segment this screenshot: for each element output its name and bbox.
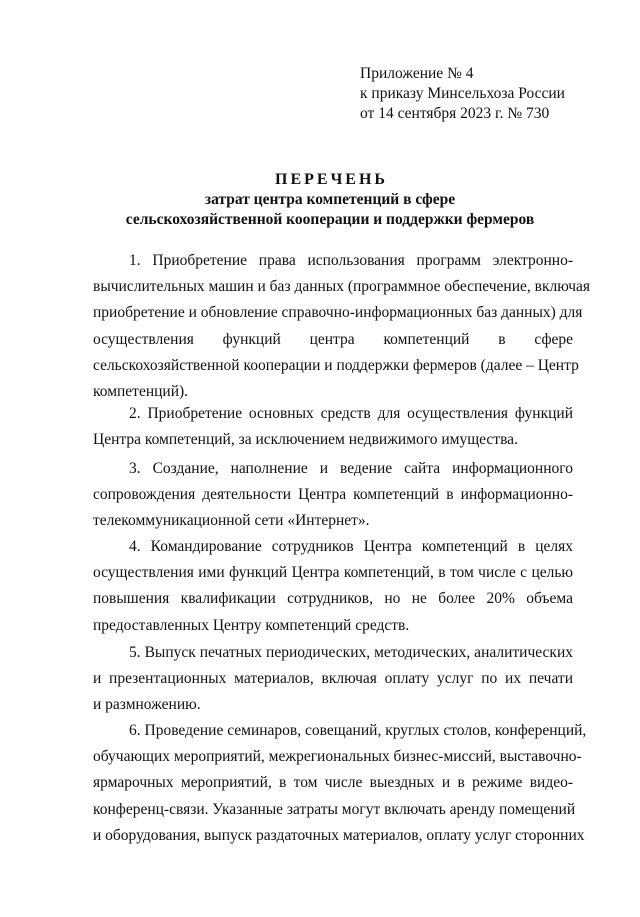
title-main: ПЕРЕЧЕНЬ <box>275 171 388 188</box>
text-line: вычислительных машин и баз данных (программное обеспечение, включая <box>93 278 591 296</box>
title-subtitle-line-1: затрат центра компетенций в сфере <box>204 191 456 208</box>
text-line: компетенций). <box>93 382 189 400</box>
text-line: повышения квалификации сотрудников, но не более 20% объема <box>93 590 573 608</box>
list-item-5 <box>93 640 573 719</box>
appendix-header <box>360 64 565 124</box>
list-item-2 <box>93 401 573 453</box>
text-line: Центра компетенций, за исключением недвижимого имущества. <box>93 431 518 449</box>
text-line: телекоммуникационной сети «Интернет». <box>93 512 370 530</box>
text-line: 4. Командирование сотрудников Центра компетенций в целях <box>129 538 573 555</box>
list-item-4 <box>93 534 573 639</box>
text-line: ярмарочных мероприятий, в том числе выездных и в режиме видео- <box>93 774 573 792</box>
title-subtitle-line-2: сельскохозяйственной кооперации и поддержки фермеров <box>125 211 535 228</box>
list-item-1 <box>93 248 591 405</box>
text-line: обучающих мероприятий, межрегиональных бизнес-миссий, выставочно- <box>93 748 582 766</box>
appendix-number: Приложение № 4 <box>360 65 474 82</box>
text-line: 6. Проведение семинаров, совещаний, круглых столов, конференций, <box>129 722 587 739</box>
text-line: сельскохозяйственной кооперации и поддержки фермеров (далее – Центр <box>93 356 579 374</box>
appendix-order-reference: к приказу Минсельхоза России <box>360 85 565 102</box>
text-line: и оборудования, выпуск раздаточных материалов, оплату услуг сторонних <box>93 826 585 844</box>
text-line: 1. Приобретение права использования программ электронно- <box>129 252 573 269</box>
text-line: предоставленных Центру компетенций средств. <box>93 616 410 634</box>
appendix-order-date: от 14 сентября 2023 г. № 730 <box>360 105 550 122</box>
text-line: 3. Создание, наполнение и ведение сайта информационного <box>129 460 573 477</box>
document-title <box>92 170 568 230</box>
text-line: приобретение и обновление справочно-информационных баз данных) для <box>93 304 583 322</box>
text-line: осуществления ими функций Центра компетенций, в том числе с целью <box>93 564 573 582</box>
text-line: и презентационных материалов, включая оплату услуг по их печати <box>93 670 573 688</box>
list-item-6 <box>93 718 587 849</box>
list-item-3 <box>93 456 573 535</box>
text-line: конференц-связи. Указанные затраты могут включать аренду помещений <box>93 800 576 818</box>
text-line: и размножению. <box>93 696 201 714</box>
text-line: сопровождения деятельности Центра компетенций в информационно- <box>93 486 573 504</box>
text-line: 2. Приобретение основных средств для осуществления функций <box>129 405 573 422</box>
text-line: 5. Выпуск печатных периодических, методических, аналитических <box>129 644 573 661</box>
text-line: осуществления функций центра компетенций в сфере <box>93 330 573 348</box>
